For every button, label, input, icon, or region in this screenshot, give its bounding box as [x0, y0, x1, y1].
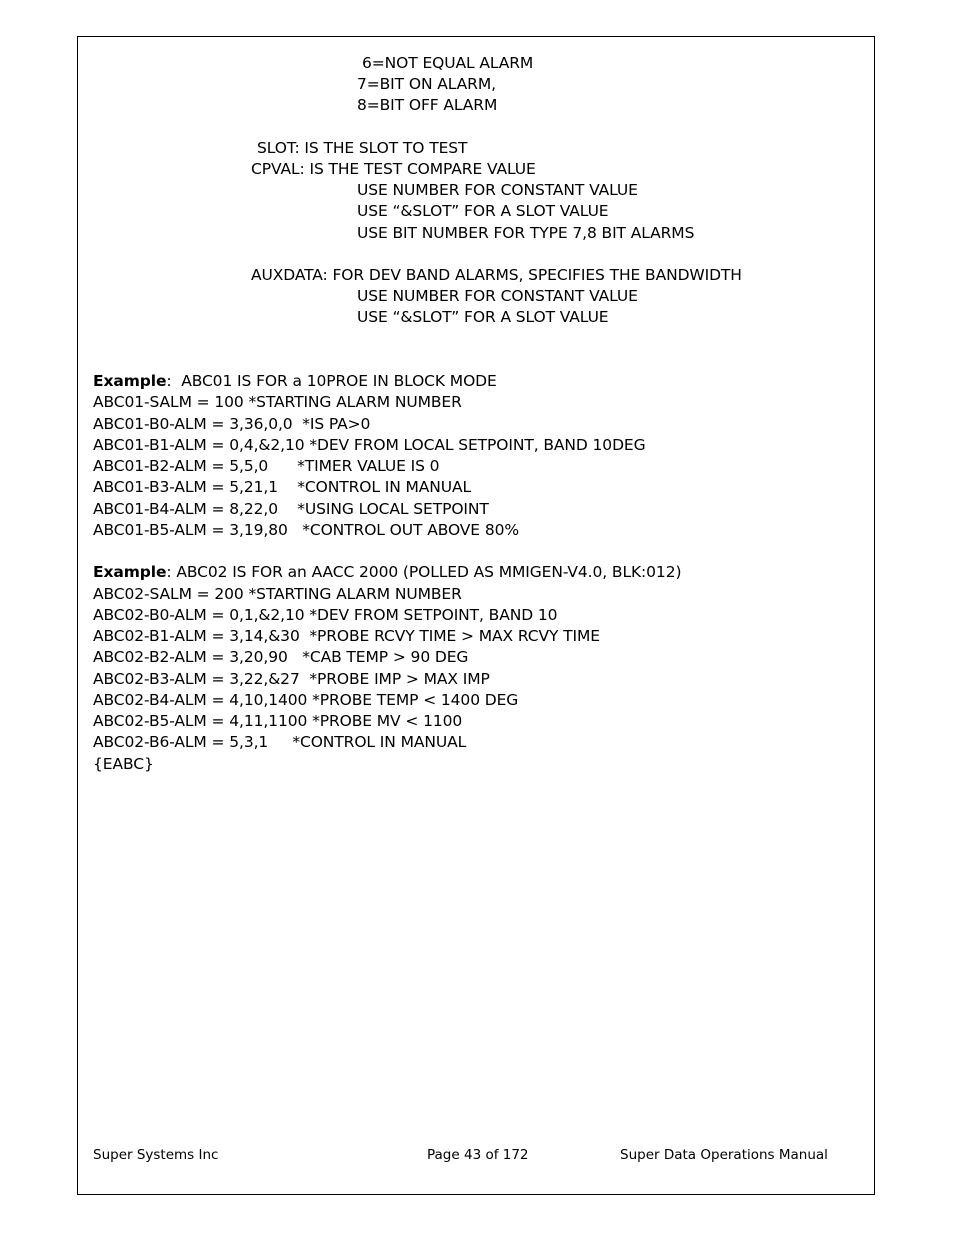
- example1-line: ABC01-B0-ALM = 3,36,0,0 *IS PA>0: [93, 415, 371, 433]
- example1-line: ABC01-B2-ALM = 5,5,0 *TIMER VALUE IS 0: [93, 457, 440, 475]
- example2-line: ABC02-B5-ALM = 4,11,1100 *PROBE MV < 1100: [93, 712, 463, 730]
- example2-label: Example: [93, 563, 167, 581]
- footer-company: Super Systems Inc: [93, 1147, 219, 1163]
- example1-line: ABC01-B3-ALM = 5,21,1 *CONTROL IN MANUAL: [93, 478, 472, 496]
- example1-header-text: : ABC01 IS FOR a 10PROE IN BLOCK MODE: [166, 372, 497, 390]
- example1-line: ABC01-SALM = 100 *STARTING ALARM NUMBER: [93, 393, 462, 411]
- example2-line: ABC02-B4-ALM = 4,10,1400 *PROBE TEMP < 1400 DEG: [93, 691, 519, 709]
- footer-page-number: Page 43 of 172: [427, 1147, 529, 1163]
- end-tag: {EABC}: [93, 755, 154, 773]
- cpval-option: USE “&SLOT” FOR A SLOT VALUE: [357, 202, 609, 220]
- example2-line: ABC02-SALM = 200 *STARTING ALARM NUMBER: [93, 585, 462, 603]
- alarm-type-6: 6=NOT EQUAL ALARM: [362, 54, 534, 72]
- example2-header-text: : ABC02 IS FOR an AACC 2000 (POLLED AS MMIGEN-V4.0, BLK:012): [166, 563, 682, 581]
- example2-line: ABC02-B6-ALM = 5,3,1 *CONTROL IN MANUAL: [93, 733, 467, 751]
- footer-manual-title: Super Data Operations Manual: [620, 1147, 828, 1163]
- slot-description: SLOT: IS THE SLOT TO TEST: [257, 139, 468, 157]
- alarm-type-8: 8=BIT OFF ALARM: [357, 96, 498, 114]
- auxdata-option: USE NUMBER FOR CONSTANT VALUE: [357, 287, 638, 305]
- example1-line: ABC01-B5-ALM = 3,19,80 *CONTROL OUT ABOVE 80%: [93, 521, 519, 539]
- alarm-type-7: 7=BIT ON ALARM,: [357, 75, 496, 93]
- example2-line: ABC02-B0-ALM = 0,1,&2,10 *DEV FROM SETPOINT, BAND 10: [93, 606, 558, 624]
- example1-header: [93, 371, 497, 392]
- example1-line: ABC01-B1-ALM = 0,4,&2,10 *DEV FROM LOCAL SETPOINT, BAND 10DEG: [93, 436, 646, 454]
- cpval-option: USE NUMBER FOR CONSTANT VALUE: [357, 181, 638, 199]
- cpval-description: CPVAL: IS THE TEST COMPARE VALUE: [251, 160, 536, 178]
- example2-header: [93, 562, 681, 583]
- auxdata-description: AUXDATA: FOR DEV BAND ALARMS, SPECIFIES THE BANDWIDTH: [251, 266, 742, 284]
- example2-line: ABC02-B1-ALM = 3,14,&30 *PROBE RCVY TIME > MAX RCVY TIME: [93, 627, 600, 645]
- cpval-option: USE BIT NUMBER FOR TYPE 7,8 BIT ALARMS: [357, 224, 695, 242]
- example2-line: ABC02-B3-ALM = 3,22,&27 *PROBE IMP > MAX IMP: [93, 670, 490, 688]
- example1-line: ABC01-B4-ALM = 8,22,0 *USING LOCAL SETPOINT: [93, 500, 489, 518]
- example1-label: Example: [93, 372, 167, 390]
- auxdata-option: USE “&SLOT” FOR A SLOT VALUE: [357, 308, 609, 326]
- example2-line: ABC02-B2-ALM = 3,20,90 *CAB TEMP > 90 DEG: [93, 648, 469, 666]
